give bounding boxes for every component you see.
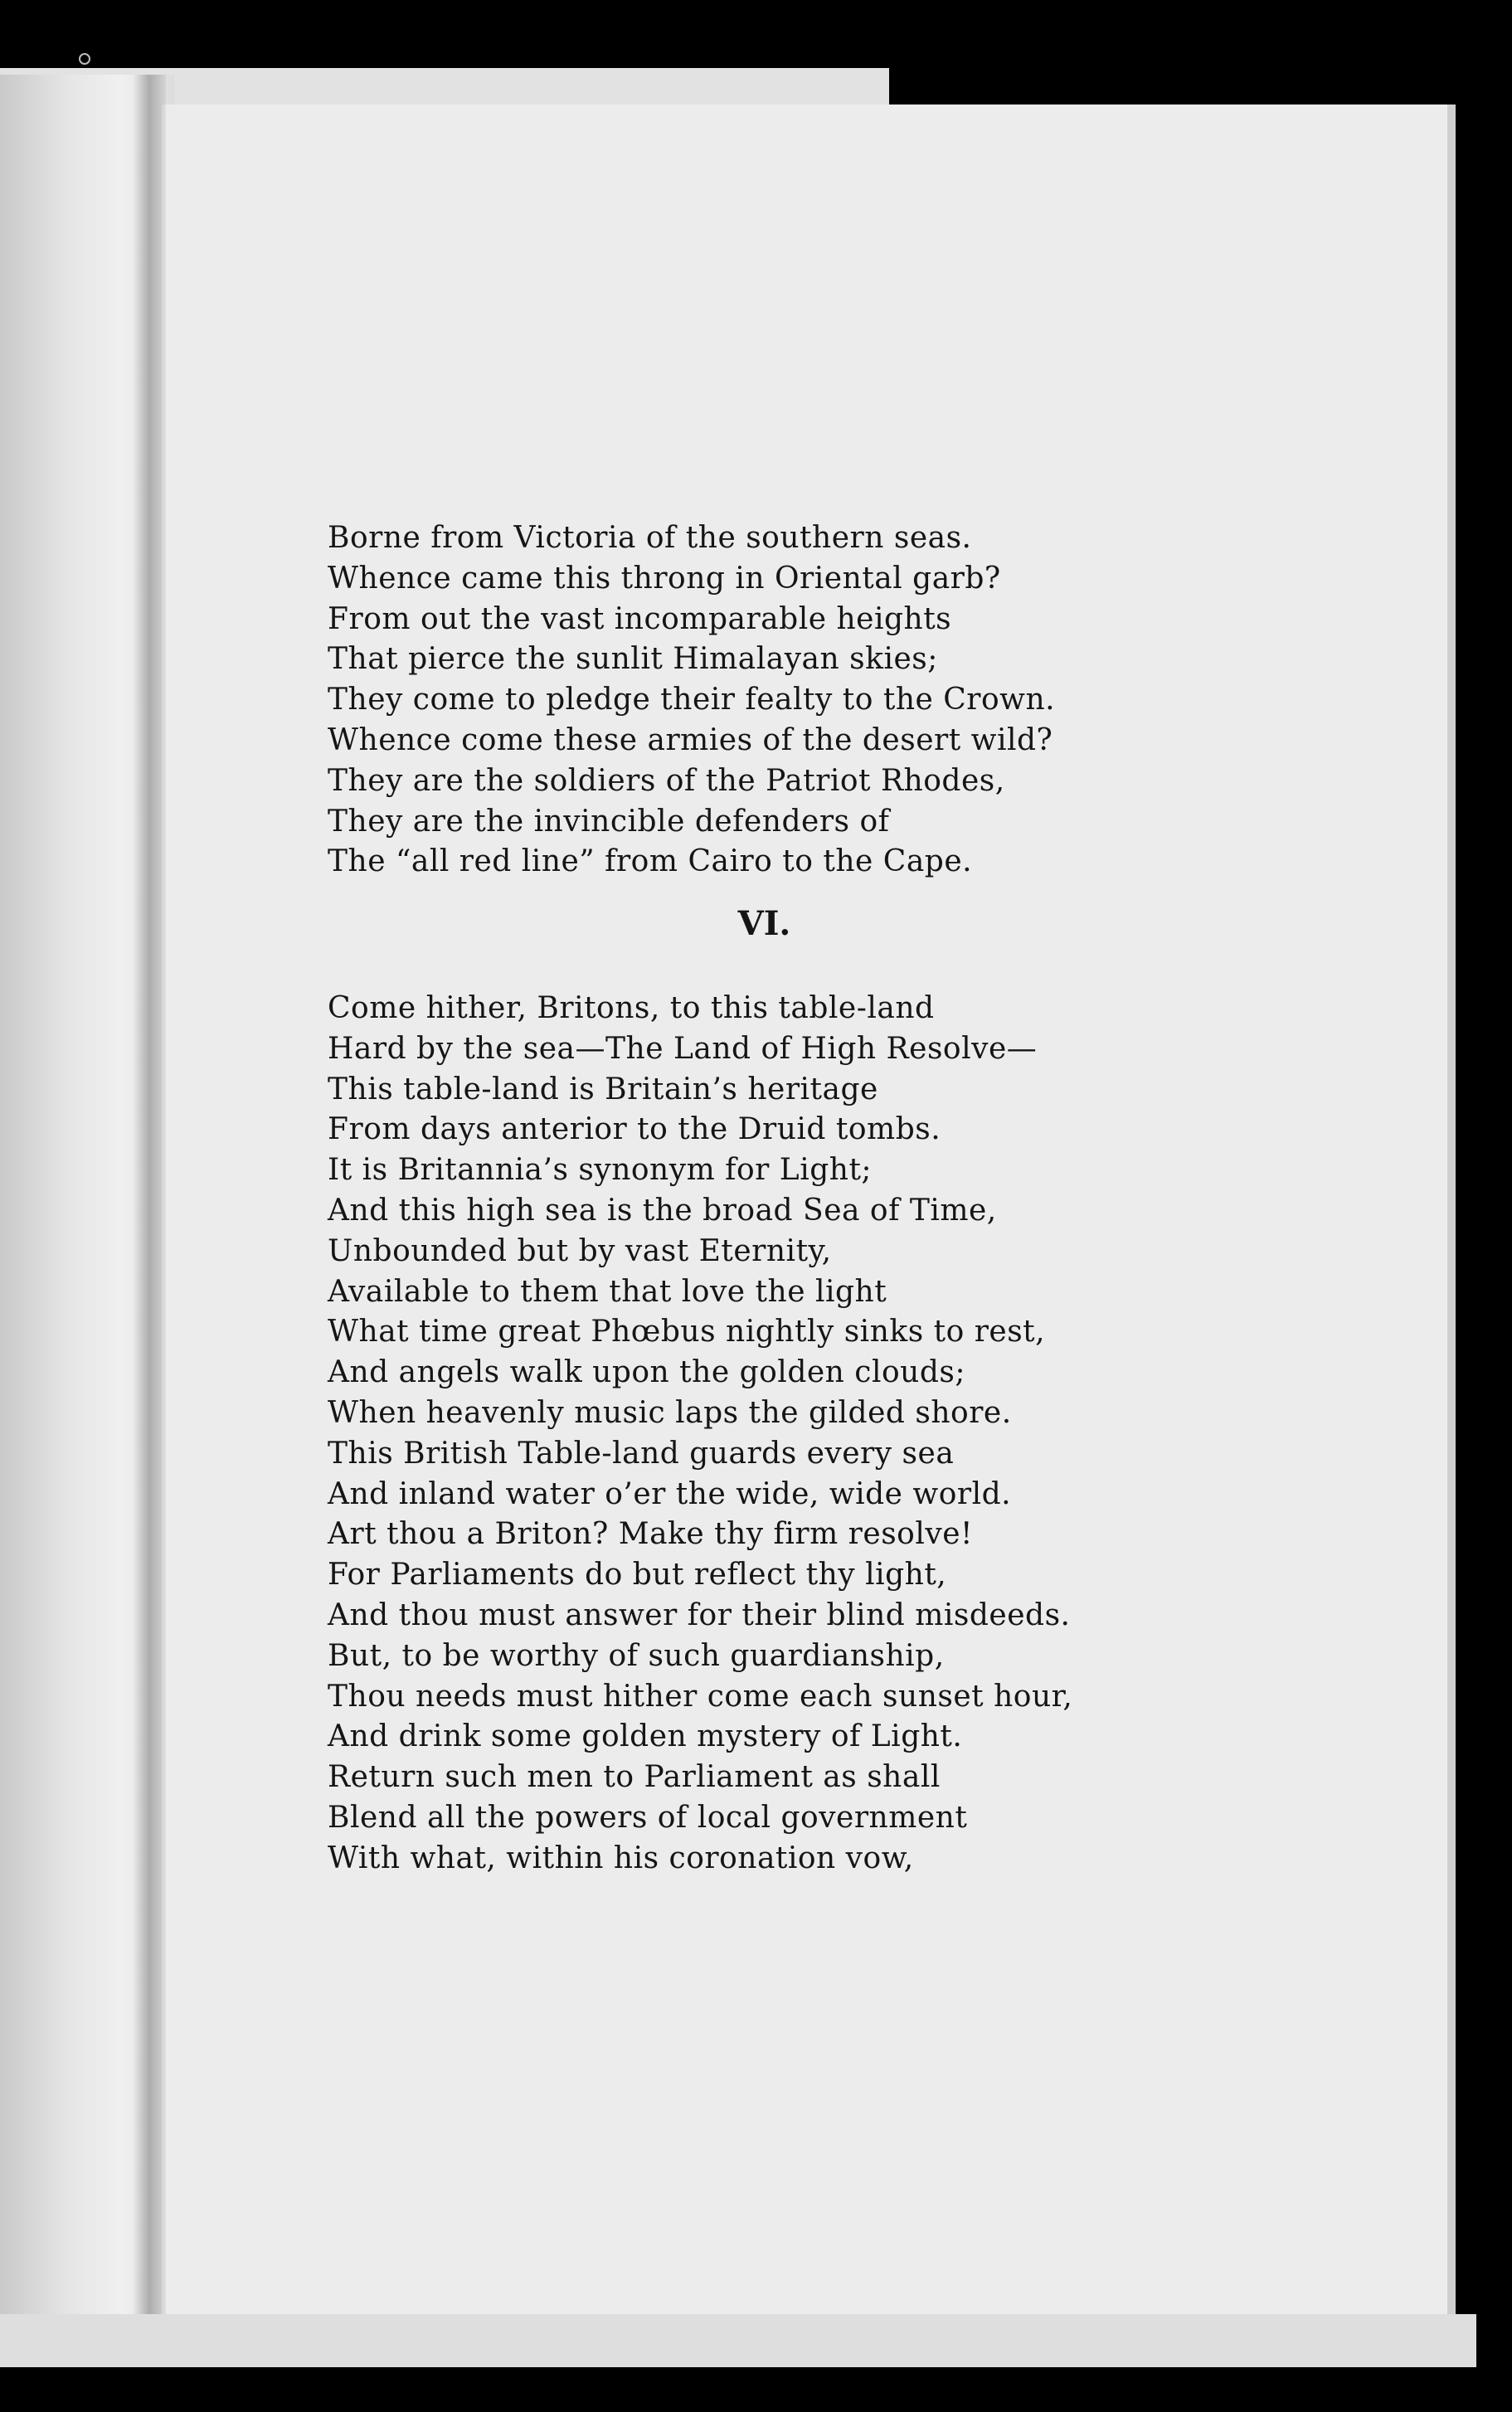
verse-line: From days anterior to the Druid tombs. [328,1112,941,1147]
verse-line: Return such men to Parliament as shall [328,1760,941,1795]
verse-line: Borne from Victoria of the southern seas. [328,521,972,555]
verse-line: Unbounded but by vast Eternity, [328,1233,832,1268]
stanza-2 [328,989,1157,1880]
verse-line: For Parliaments do but reflect thy light, [328,1558,947,1593]
verse-line: What time great Phœbus nightly sinks to rest, [328,1315,1046,1349]
spine-shadow [133,75,166,2347]
verse-line: And thou must answer for their blind misdeeds. [328,1597,1071,1632]
verse-line: And inland water o’er the wide, wide world. [328,1476,1012,1511]
verse-line: It is Britannia’s synonym for Light; [328,1153,873,1188]
verse-line: Hard by the sea—The Land of High Resolve— [328,1031,1038,1066]
stanza-1 [328,518,1157,883]
verse-line: They come to pledge their fealty to the Crown. [328,683,1056,717]
verse-line: And angels walk upon the golden clouds; [328,1355,965,1390]
verse-line: Available to them that love the light [328,1274,887,1309]
verse-line: Come hither, Britons, to this table-land [328,991,935,1025]
verse-line: Whence come these armies of the desert wild? [328,722,1053,757]
verse-line: The “all red line” from Cairo to the Cape. [328,844,973,879]
verse-line: Whence came this throng in Oriental garb? [328,561,1001,596]
bottom-page-edge [0,2314,1476,2367]
verse-line: Thou needs must hither come each sunset hour, [328,1679,1073,1714]
right-page-edge [1447,105,1456,2327]
verse-line: They are the invincible defenders of [328,804,890,839]
verse-line: But, to be worthy of such guardianship, [328,1638,945,1673]
verse-line: From out the vast incomparable heights [328,601,952,636]
verse-line: And this high sea is the broad Sea of Time, [328,1193,997,1228]
section-heading: VI. [737,904,791,943]
verse-line: This table-land is Britain’s heritage [328,1072,878,1106]
verse-line: They are the soldiers of the Patriot Rhodes, [328,763,1005,798]
verse-line: When heavenly music laps the gilded shore. [328,1395,1012,1430]
verse-line: And drink some golden mystery of Light. [328,1719,963,1754]
verse-line: This British Table-land guards every sea [328,1436,955,1471]
scan-mark [79,53,90,65]
verse-line: That pierce the sunlit Himalayan skies; [328,642,938,677]
verse-line: With what, within his coronation vow, [328,1841,914,1875]
verse-line: Blend all the powers of local government [328,1800,968,1835]
verse-line: Art thou a Briton? Make thy firm resolve! [328,1517,973,1552]
